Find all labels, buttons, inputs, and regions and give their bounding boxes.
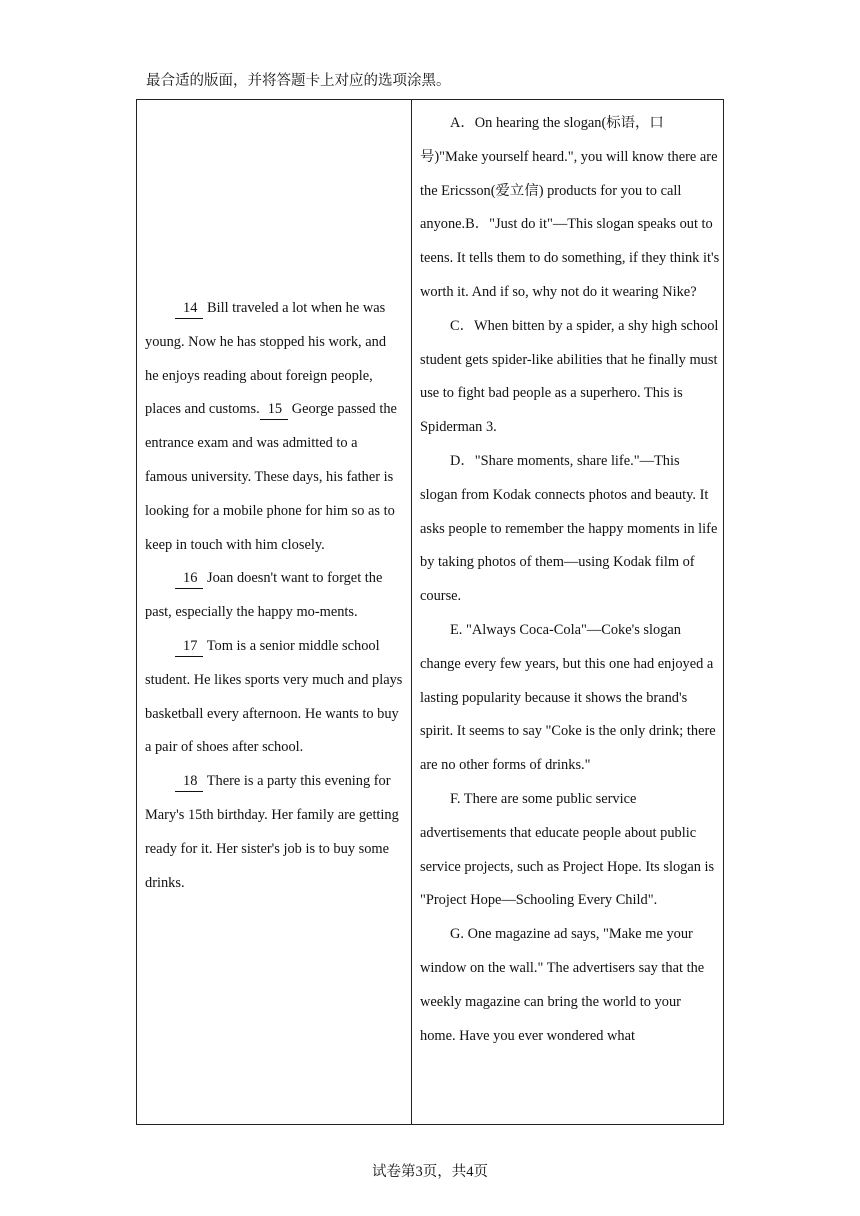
option-d: D．"Share moments, share life."—This slogan from Kodak connects photos and beauty. It asks people to remember the happy moments in life by taking photos of them—using Kodak film of course. (420, 452, 718, 605)
question-16 (145, 562, 403, 630)
question-14-15 (145, 292, 403, 562)
option-g: G. One magazine ad says, "Make me your window on the wall." The advertisers say that the weekly magazine can bring the world to your home. Have you ever wondered what (420, 926, 705, 1044)
option-e: E. "Always Coca-Cola"—Coke's slogan change every few years, but this one had enjoyed a lasting popularity because it shows the brand's spirit. It seems to say "Coke is the only drink; there are no other forms of drinks." (420, 621, 716, 774)
question-15-text: George passed the entrance exam and was admitted to a famous university. These days, his father is looking for a mobile phone for him so as to keep in touch with him closely. (145, 401, 397, 553)
question-14-text: Bill traveled a lot when he was young. Now he has stopped his work, and he enjoys reading about foreign people, places and customs. (145, 300, 387, 418)
question-17 (145, 630, 403, 765)
options-column (420, 107, 720, 1053)
question-18 (145, 765, 403, 900)
answer-blank-18[interactable]: 18 (175, 771, 203, 792)
question-table (136, 99, 724, 1125)
column-divider (411, 100, 412, 1124)
option-a-b: A．On hearing the slogan(标语，口号)"Make yourself heard.", you will know there are the Ericsson(爱立信) products for you to call anyone.B．"Just do it"—This slogan speaks out to teens. It tells them to do something, if they think it's worth it. And if so, why not do it wearing Nike? (420, 115, 720, 300)
question-18-text: There is a party this evening for Mary's 15th birthday. Her family are getting ready for it. Her sister's job is to buy some drinks. (145, 773, 399, 891)
answer-blank-16[interactable]: 16 (175, 568, 203, 589)
instruction-line: 最合适的版面，并将答题卡上对应的选项涂黑。 (146, 73, 451, 89)
question-17-text: Tom is a senior middle school student. He likes sports very much and plays basketball every afternoon. He wants to buy a pair of shoes after school. (145, 637, 403, 756)
question-16-text: Joan doesn't want to forget the past, especially the happy mo-ments. (145, 570, 383, 621)
people-column (145, 292, 403, 900)
option-f: F. There are some public service advertisements that educate people about public service projects, such as Project Hope. Its slogan is "Project Hope—Schooling Every Child". (420, 790, 715, 909)
answer-blank-15[interactable]: 15 (260, 399, 288, 420)
page-footer: 试卷第3页，共4页 (372, 1164, 488, 1180)
answer-blank-17[interactable]: 17 (175, 636, 203, 657)
answer-blank-14[interactable]: 14 (175, 298, 203, 319)
option-c: C．When bitten by a spider, a shy high school student gets spider-like abilities that he finally must use to fight bad people as a superhero. This is Spiderman 3. (420, 317, 719, 436)
